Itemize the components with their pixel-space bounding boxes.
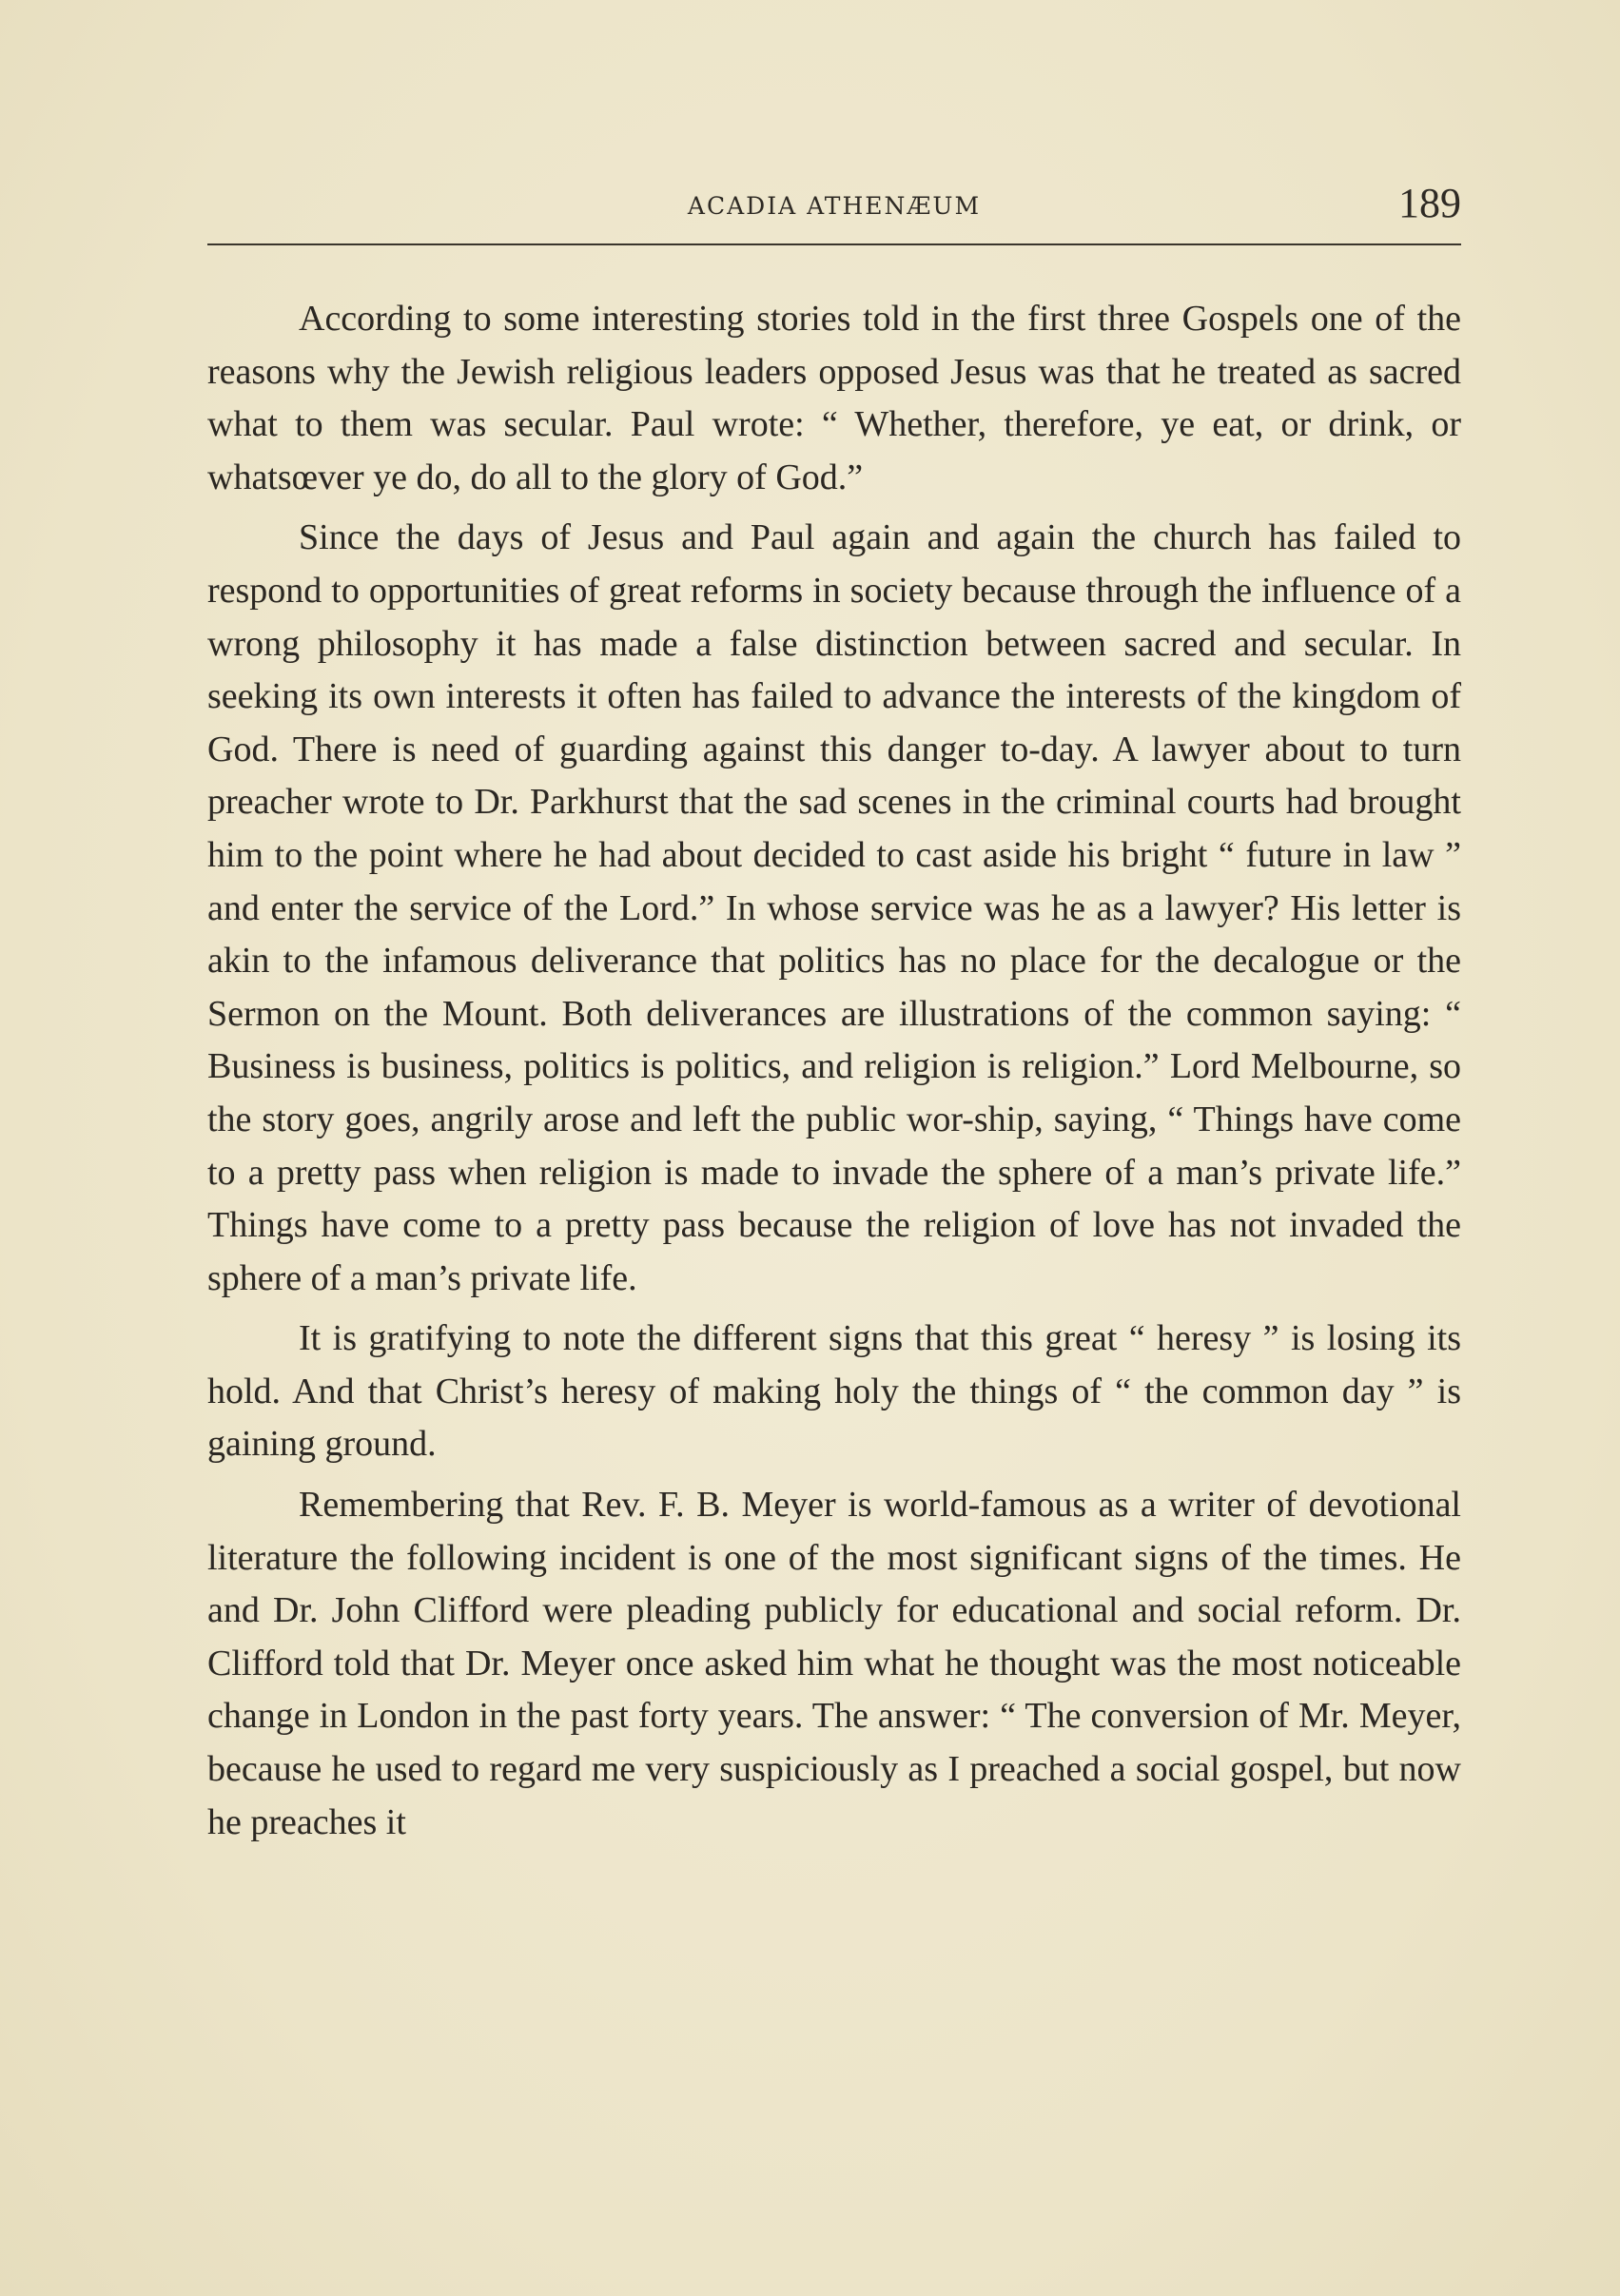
body-text — [207, 293, 1461, 1849]
page-number: 189 — [1398, 180, 1461, 226]
header-rule — [207, 243, 1461, 245]
running-title: ACADIA ATHENÆUM — [687, 192, 982, 220]
book-page — [207, 171, 1461, 1849]
paragraph: Since the days of Jesus and Paul again and again the church has failed to respond to opportunities of great reforms in society because through the influence of a wrong philosophy it has made a false distinction between sacred and secular. In seeking its own interests it often has failed to advance the interests of the kingdom of God. There is need of guarding against this danger to-day. A lawyer about to turn preacher wrote to Dr. Parkhurst that the sad scenes in the criminal courts had brought him to the point where he had about decided to cast aside his bright “ future in law ” and enter the service of the Lord.” In whose service was he as a lawyer? His letter is akin to the infamous deliverance that politics has no place for the decalogue or the Sermon on the Mount. Both deliverances are illustrations of the common saying: “ Business is business, politics is politics, and religion is religion.” Lord Melbourne, so the story goes, angrily arose and left the public wor-ship, saying, “ Things have come to a pretty pass when religion is made to invade the sphere of a man’s private life.” Things have come to a pretty pass because the religion of love has not invaded the sphere of a man’s private life. — [207, 517, 1461, 1298]
paragraph: According to some interesting stories told in the first three Gospels one of the reasons why the Jewish religious leaders opposed Jesus was that he treated as sacred what to them was secular. Paul wrote: “ Whether, therefore, ye eat, or drink, or whatsœver ye do, do all to the glory of God.” — [207, 299, 1461, 497]
paragraph: It is gratifying to note the different signs that this great “ heresy ” is losing its hold. And that Christ’s heresy of making holy the things of “ the common day ” is gaining ground. — [207, 1318, 1461, 1465]
paragraph: Remembering that Rev. F. B. Meyer is world-famous as a writer of devotional literature the following incident is one of the most significant signs of the times. He and Dr. John Clifford were pleading publicly for educational and social reform. Dr. Clifford told that Dr. Meyer once asked him what he thought was the most noticeable change in London in the past forty years. The answer: “ The conversion of Mr. Meyer, because he used to regard me very suspiciously as I preached a social gospel, but now he preaches it — [207, 1485, 1461, 1842]
running-head — [207, 171, 1461, 232]
